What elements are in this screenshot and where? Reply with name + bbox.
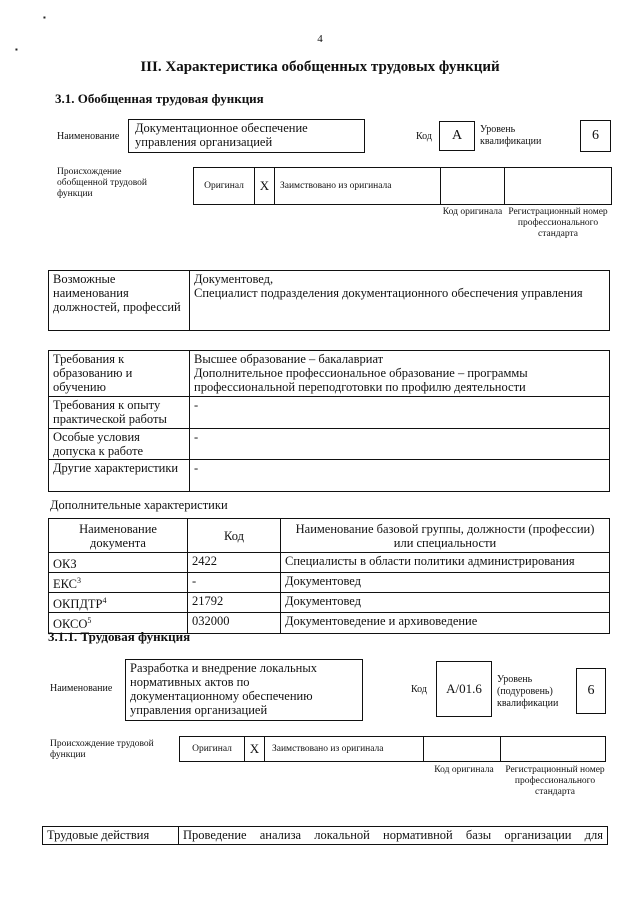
extra-code: 21792 [188, 593, 281, 613]
gtf-orig-code-cell [440, 168, 505, 204]
gtf-code-value: А [439, 121, 475, 151]
positions-table [48, 270, 610, 331]
gtf-name-value: Документационное обеспечение управления организацией [128, 119, 365, 153]
extra-title: Дополнительные характеристики [50, 498, 228, 512]
extra-name: Документоведение и архивоведение [281, 613, 610, 633]
requirement-row [49, 460, 610, 492]
gtf-level-label: Уровень квалификации [480, 124, 542, 147]
extra-name: Специалисты в области политики администрирования [281, 553, 610, 573]
gtf-level-value: 6 [580, 120, 611, 152]
requirements-table [48, 350, 610, 492]
requirement-row [49, 429, 610, 460]
tf-original-mark: X [245, 737, 265, 761]
extra-name: Документовед [281, 573, 610, 593]
extra-doc: ОКЗ [49, 553, 188, 573]
extra-name: Документовед [281, 593, 610, 613]
extra-doc: ОКПДТР$^4$ [49, 593, 188, 613]
extra-doc: ОКСО$^5$ [49, 613, 188, 633]
gtf-original-label: Оригинал [194, 168, 255, 204]
extra-row [49, 593, 610, 613]
tf-orig-code-cell [423, 737, 501, 761]
tf-reg-number-caption: Регистрационный номер профессионального стандарта [505, 765, 605, 797]
requirement-value: Высшее образование – бакалавриат Дополнительное профессиональное образование – программы профессиональной переподготовки по профилю деятельности [190, 351, 610, 397]
tf-origin-label: Происхождение трудовой функции [50, 739, 154, 760]
extra-row [49, 573, 610, 593]
extra-row [49, 553, 610, 573]
extra-header-code: Код [188, 519, 281, 553]
extra-code: 2422 [188, 553, 281, 573]
gtf-name-label: Наименование [57, 131, 120, 142]
scan-mark: ▪ [15, 45, 18, 54]
gtf-reg-number-caption: Регистрационный номер профессионального стандарта [508, 207, 608, 239]
gtf-original-mark: X [255, 168, 275, 204]
actions-label: Трудовые действия [43, 827, 179, 845]
extra-code: - [188, 573, 281, 593]
tf-code-label: Код [411, 684, 427, 695]
tf-name-value: Разработка и внедрение локальных нормативных актов по документационному обеспечению управления организацией [125, 659, 363, 721]
gtf-code-label: Код [416, 131, 432, 142]
tf-code-value: А/01.6 [436, 661, 492, 717]
gtf-borrowed-label: Заимствовано из оригинала [280, 181, 392, 191]
requirement-value: - [190, 460, 610, 492]
extra-header-name: Наименование базовой группы, должности (профессии) или специальности [281, 519, 610, 553]
scan-mark: ▪ [43, 13, 46, 22]
tf-borrowed-label: Заимствовано из оригинала [272, 744, 384, 754]
actions-value: Проведение анализа локальной нормативной базы организации для [179, 827, 608, 845]
extra-table [48, 518, 610, 634]
requirement-row [49, 397, 610, 429]
requirement-label: Особые условия допуска к работе [49, 429, 190, 460]
tf-original-label: Оригинал [180, 737, 245, 761]
tf-level-value: 6 [576, 668, 606, 714]
requirement-label: Другие характеристики [49, 460, 190, 492]
tf-origin-table [179, 736, 606, 762]
requirement-value: - [190, 397, 610, 429]
gtf-origin-table [193, 167, 612, 205]
gtf-orig-code-caption: Код оригинала [442, 207, 503, 217]
actions-table [42, 826, 608, 845]
requirement-row [49, 351, 610, 397]
extra-header-row [49, 519, 610, 553]
extra-code: 032000 [188, 613, 281, 633]
requirement-value: - [190, 429, 610, 460]
gtf-origin-label: Происхождение обобщенной трудовой функции [57, 167, 147, 199]
extra-doc: ЕКС$^3$ [49, 573, 188, 593]
requirement-label: Требования к образованию и обучению [49, 351, 190, 397]
page-number: 4 [317, 33, 323, 45]
section-title: III. Характеристика обобщенных трудовых функций [140, 59, 500, 75]
extra-header-doc: Наименование документа [49, 519, 188, 553]
positions-value: Документовед, Специалист подразделения документационного обеспечения управления [190, 271, 610, 331]
tf-heading: 3.1.1. Трудовая функция [48, 629, 191, 644]
tf-orig-code-caption: Код оригинала [434, 765, 494, 775]
tf-name-label: Наименование [50, 683, 113, 694]
positions-label: Возможные наименования должностей, профессий [49, 271, 190, 331]
gtf-heading: 3.1. Обобщенная трудовая функция [55, 91, 264, 106]
tf-level-label: Уровень (подуровень) квалификации [497, 674, 559, 709]
requirement-label: Требования к опыту практической работы [49, 397, 190, 429]
